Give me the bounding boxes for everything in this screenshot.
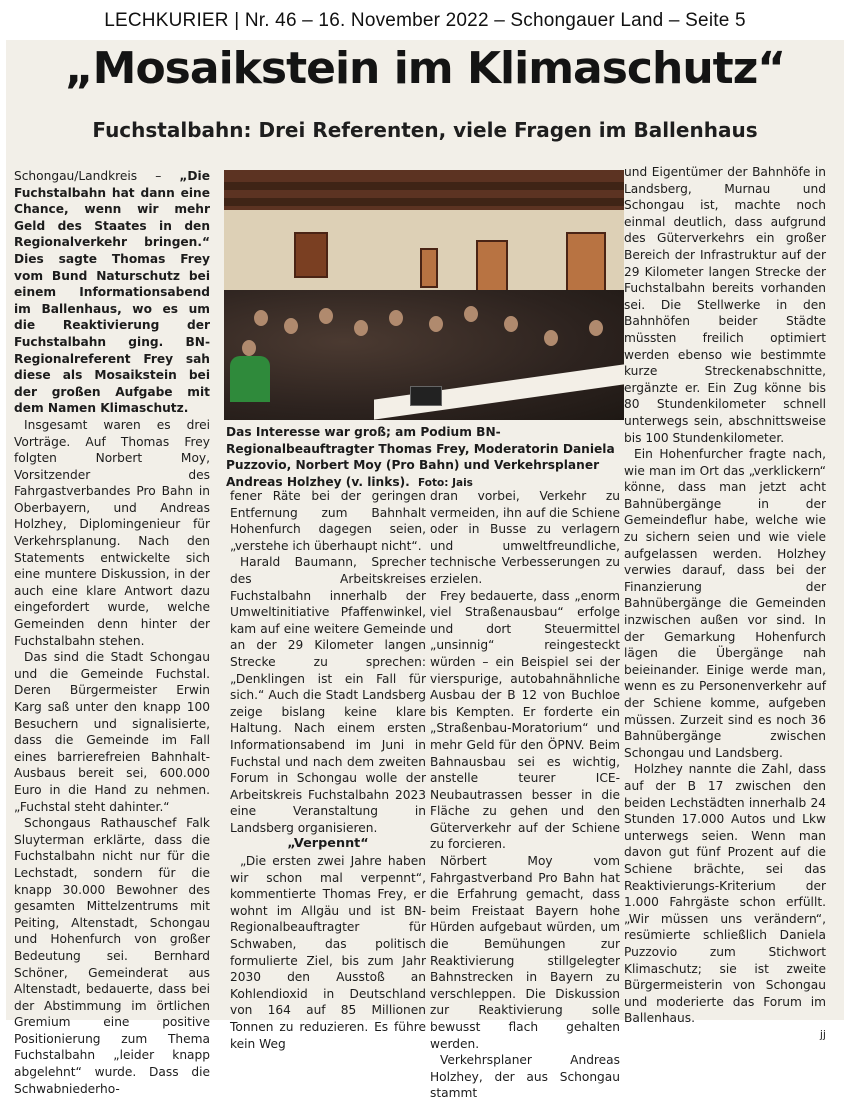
body-paragraph: fener Räte bei der geringen Entfernung zum Bahnhalt Hohenfurch dagegen seien, „verstehe ich überhaupt nicht“. [230, 489, 426, 553]
body-paragraph: Frey bedauerte, dass „enorm viel Straßenausbau“ erfolge und dort Steuermittel „unsinnig“ reingesteckt würden – ein Beispiel sei der vierspurige, autobahnähnliche Ausbau der B 12 von Buchloe bis Kempten. Er forderte ein „Straßenbau-Moratorium“ und mehr Geld für den ÖPNV. Beim Bahnausbau sei es wichtig, anstelle teurer ICE-Neubautrassen besser in die Fläche zu gehen und den Güterverkehr auf der Schiene zu forcieren. [430, 588, 620, 852]
photo-window [476, 240, 508, 292]
body-paragraph: Ein Hohenfurcher fragte nach, wie man im Ort das „verklickern“ könne, dass man jetzt acht Bahnübergänge in der Gemeindeflur habe, welche wie zu sichern seien und wie viele aufgelassen werden. Holzhey verwies darauf, dass bei der Finanzierung der Bahnübergänge die Gemeinden inzwischen außen vor sind. In der Gemarkung Hohenfurch lägen die Übergänge nah beieinander. Einige werde man, wenn es zu Personenverkehr auf der Schiene komme, aufgeben müssen. Zurzeit sind es noch 36 Bahnübergänge zwischen Schongau und Landsberg. [624, 447, 826, 760]
subheadline: Fuchstalbahn: Drei Referenten, viele Fragen im Ballenhaus [92, 118, 758, 142]
body-paragraph: Harald Baumann, Sprecher des Arbeitskreises Fuchstalbahn innerhalb der Umweltinitiative Pfaffenwinkel, kam auf eine weitere Gemeinde an der 29 Kilometer langen Strecke zu sprechen: „Denklingen ist ein Fall für sich.“ Auch die Stadt Landsberg zeige bislang keine klare Haltung. Nach einem ersten Informationsabend im Juni in Fuchstal und nach dem zweiten Forum in Schongau wolle der Arbeitskreis Fuchstalbahn 2023 eine Veranstaltung in Landsberg organisieren. [230, 555, 426, 835]
photo-credit: Foto: Jais [418, 476, 473, 489]
column-1 [14, 168, 210, 1096]
photo-person [429, 316, 443, 332]
photo-beam [224, 198, 624, 206]
photo-person [284, 318, 298, 334]
photo-person [504, 316, 518, 332]
body-paragraph: Das sind die Stadt Schongau und die Gemeinde Fuchstal. Deren Bürgermeister Erwin Karg saß unter den knapp 100 Besuchern und signalisierte, dass die Gemeinde im Fall eines barrierefreien Bahnhalt-Ausbaus bereit sei, 600.000 Euro in die Hand zu nehmen. „Fuchstal steht dahinter.“ [14, 650, 210, 814]
column-3 [430, 488, 620, 1101]
photo-caption [226, 424, 624, 491]
headline: „Mosaikstein im Klimaschutz“ [64, 43, 786, 94]
lead-text: „Die Fuchstalbahn hat dann eine Chance, wenn wir mehr Geld des Staates in den Regionalverkehr bringen.“ Dies sagte Thomas Frey vom Bund Naturschutz bei einem Informationsabend im Ballenhaus, wo es um die Reaktivierung der Fuchstalbahn ging. BN-Regionalreferent Frey sah diese als Mosaikstein bei der großen Aufgabe mit dem Namen Klimaschutz. [14, 169, 210, 416]
photo-person [589, 320, 603, 336]
body-paragraph: Insgesamt waren es drei Vorträge. Auf Thomas Frey folgten Norbert Moy, Vorsitzender des Fahrgastverbandes Pro Bahn in Oberbayern, und Andreas Holzhey, Diplomingenieur für Verkehrsplanung. Nach den Statements entwickelte sich eine muntere Diskussion, in der auch eine klare Antwort dazu eingefordert wurde, welche Gemeinden denn hinter der Fuchstalbahn stehen. [14, 417, 210, 648]
photo-beam [224, 182, 624, 190]
photo-person-green-shirt [230, 356, 270, 402]
photo-person [254, 310, 268, 326]
photo-window [566, 232, 606, 292]
body-paragraph: Verkehrsplaner Andreas Holzhey, der aus Schongau stammt [430, 1053, 620, 1101]
event-photo [224, 170, 624, 420]
body-paragraph: und Eigentümer der Bahnhöfe in Landsberg, Murnau und Schongau ist, machte noch einmal deutlich, dass aufgrund des Güterverkehrs ein großer Bereich der Infrastruktur auf der 29 Kilometer langen Strecke der Fuchstalbahn bereits vorhanden sei. Die Stellwerke in den Bahnhöfen beider Städte müssten freilich optimiert werden ebenso wie bestimmte kurze Streckenabschnitte, ergänzte er. Ein Zug könne bis 80 Stundenkilometer schnell unterwegs sein, abschnittsweise bis 100 Stundenkilometer. [624, 165, 826, 445]
body-paragraph: Nörbert Moy vom Fahrgastverband Pro Bahn hat die Erfahrung gemacht, dass beim Freistaat Bayern hohe Hürden aufgebaut würden, um die Bemühungen zur Reaktivierung stillgelegter Bahnstrecken in Bayern zu verschleppen. Die Diskussion zur Reaktivierung solle bewusst flach gehalten werden. [430, 854, 620, 1051]
section-heading: „Verpennt“ [287, 836, 369, 852]
photo-laptop [410, 386, 442, 406]
column-4 [624, 164, 826, 1041]
column-2 [230, 488, 426, 1051]
page-header: LECHKURIER | Nr. 46 – 16. November 2022 – Schongauer Land – Seite 5 [104, 10, 746, 31]
body-paragraph: „Die ersten zwei Jahre haben wir schon mal verpennt“, kommentierte Thomas Frey, er wohnt im Allgäu und ist BN-Regionalbeauftragter für Schwaben, das politisch formulierte Ziel, bis zum Jahr 2030 den Ausstoß an Kohlendioxid in Deutschland von 164 auf 85 Millionen Tonnen zu reduzieren. Es führe kein Weg [230, 854, 426, 1051]
photo-person [319, 308, 333, 324]
body-paragraph: Holzhey nannte die Zahl, dass auf der B 17 zwischen den beiden Lechstädten innerhalb 24 Stunden 17.000 Autos und Lkw unterwegs seien. Wenn man davon gut fünf Prozent auf die Schiene brächte, sei das Reaktivierungs-Kriterium der 1.000 Fahrgäste schon erfüllt. „Wir müssen uns verändern“, resümierte schließlich Daniela Puzzovio zum Stichwort Klimaschutz; sie ist zweite Bürgermeisterin von Schongau und moderierte das Forum im Ballenhaus. [624, 762, 826, 1026]
photo-window [420, 248, 438, 288]
photo-person [544, 330, 558, 346]
body-paragraph: dran vorbei, Verkehr zu vermeiden, ihn auf die Schiene oder in Busse zu verlagern und umweltfreundliche, technische Verbesserungen zu erzielen. [430, 489, 620, 586]
photo-window [294, 232, 328, 278]
caption-text: Das Interesse war groß; am Podium BN-Regionalbeauftragter Thomas Frey, Moderatorin Daniela Puzzovio, Norbert Moy (Pro Bahn) und Verkehrsplaner Andreas Holzhey (v. links). [226, 425, 615, 489]
body-paragraph: Schongaus Rathauschef Falk Sluyterman erklärte, dass die Fuchstalbahn nicht nur für die Lechstadt, sondern für die knapp 30.000 Bewohner des gesamten Mittelzentrums mit Peiting, Altenstadt, Schongau und Hohenfurch von großer Bedeutung sei. Bernhard Schöner, Gemeinderat aus Altenstadt, bedauerte, dass bei der Abstimmung im örtlichen Gremium eine positive Positionierung zum Thema Fuchstalbahn „leider knapp abgelehnt“ wurde. Dass die Schwabniederho- [14, 816, 210, 1096]
lead-paragraph [14, 168, 210, 417]
photo-person [464, 306, 478, 322]
author-signature: jj [819, 1027, 826, 1041]
photo-person [354, 320, 368, 336]
photo-person [242, 340, 256, 356]
dateline: Schongau/Landkreis – [14, 169, 180, 183]
photo-person [389, 310, 403, 326]
